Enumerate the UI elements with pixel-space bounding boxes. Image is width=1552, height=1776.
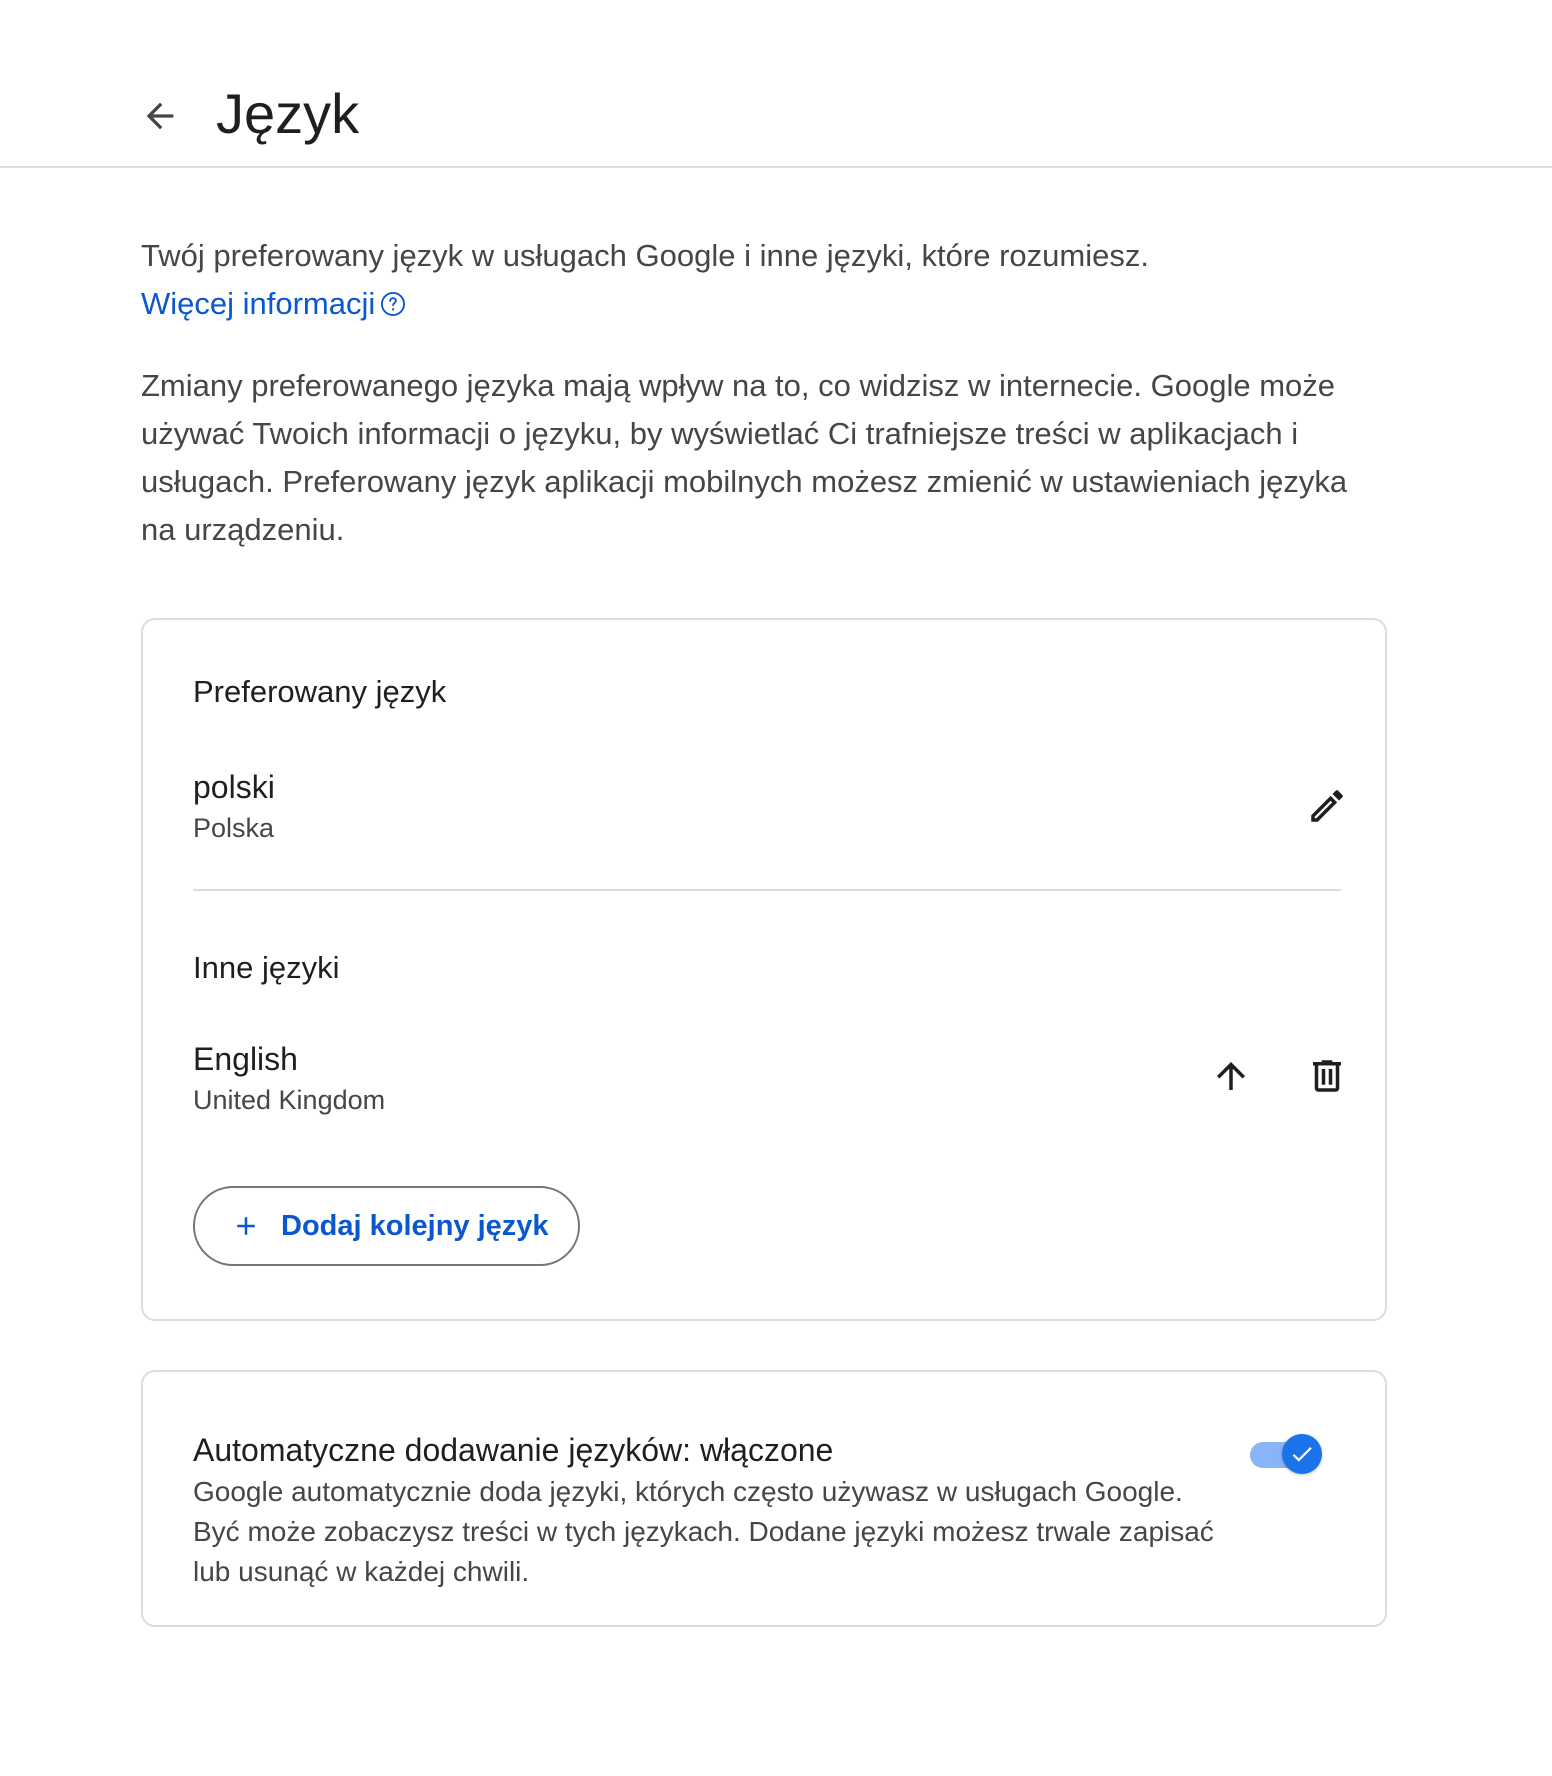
auto-add-title: Automatyczne dodawanie języków: włączone [193, 1432, 834, 1468]
pencil-icon [1306, 785, 1348, 827]
other-language-name: English [193, 1041, 298, 1077]
add-language-label: Dodaj kolejny język [281, 1209, 549, 1242]
edit-preferred-language-button[interactable] [1295, 774, 1359, 838]
trash-icon [1306, 1055, 1348, 1097]
other-language-region: United Kingdom [193, 1085, 386, 1115]
more-info-label: Więcej informacji [141, 286, 376, 321]
intro-text: Twój preferowany język w usługach Google i inne języki, które rozumiesz. [141, 238, 1149, 273]
auto-add-card [141, 1370, 1387, 1627]
preferred-language-name: polski [193, 769, 275, 805]
preferred-section-title: Preferowany język [193, 674, 447, 709]
languages-card [141, 618, 1387, 1321]
move-up-button[interactable] [1199, 1044, 1263, 1108]
preferred-language-row [193, 766, 1338, 848]
check-icon [1289, 1441, 1315, 1467]
arrow-up-icon [1210, 1055, 1252, 1097]
delete-language-button[interactable] [1295, 1044, 1359, 1108]
other-section-title: Inne języki [193, 950, 340, 985]
intro-section [141, 232, 1361, 328]
help-circle-icon [379, 290, 407, 318]
arrow-back-icon [140, 96, 180, 136]
auto-add-toggle[interactable] [1250, 1432, 1324, 1476]
plus-icon [231, 1211, 261, 1241]
add-language-button[interactable] [193, 1186, 580, 1266]
page-title: Język [216, 82, 360, 145]
other-language-row [193, 1038, 1338, 1120]
preferred-language-region: Polska [193, 813, 275, 843]
back-button[interactable] [128, 84, 192, 148]
auto-add-description: Google automatycznie doda języki, których często używasz w usługach Google. Być może zobaczysz treści w tych językach. Dodane języki możesz trwale zapisać lub usunąć w każdej chwili. [193, 1476, 1214, 1587]
description-text: Zmiany preferowanego języka mają wpływ na to, co widzisz w internecie. Google może używać Twoich informacji o języku, by wyświetlać Ci trafniejsze treści w aplikacjach i usługach. Preferowany język aplikacji mobilnych możesz zmienić w ustawieniach języka na urządzeniu. [141, 368, 1348, 547]
section-divider [193, 889, 1341, 891]
page-header [0, 0, 1552, 168]
toggle-thumb [1282, 1434, 1322, 1474]
more-info-link[interactable] [141, 280, 407, 328]
